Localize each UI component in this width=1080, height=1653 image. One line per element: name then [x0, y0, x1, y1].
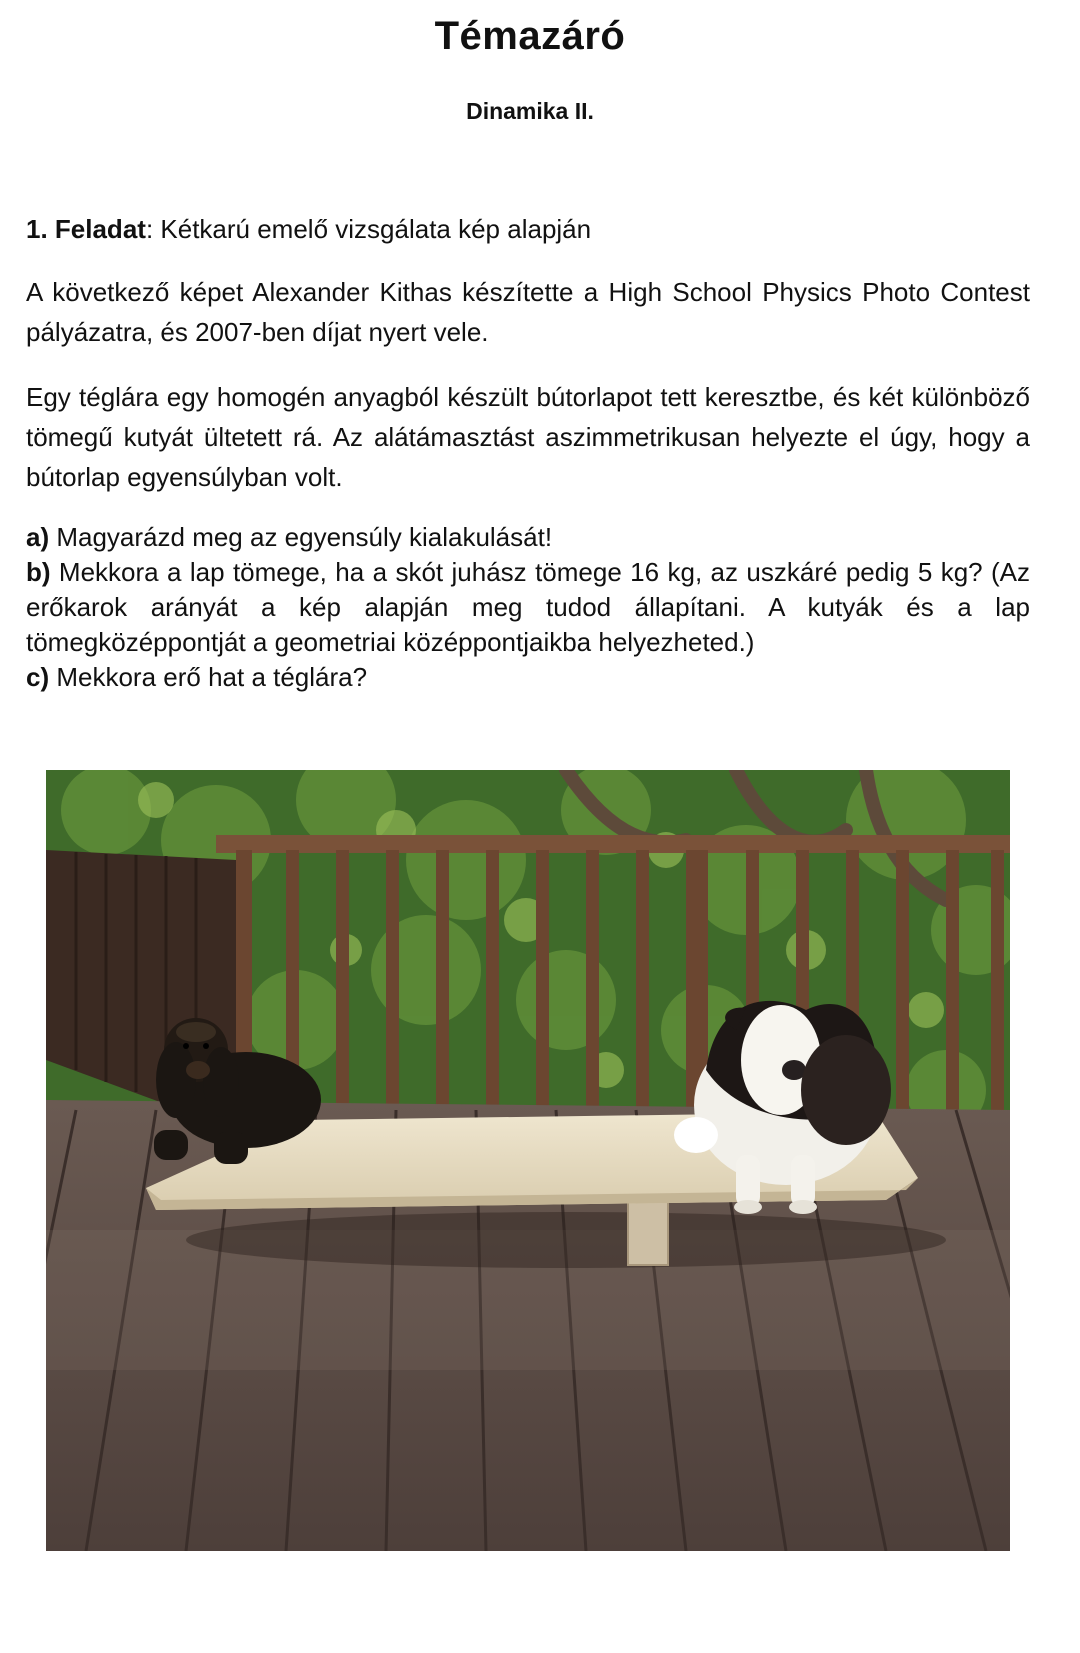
setup-paragraph: Egy téglára egy homogén anyagból készült bútorlapot tett keresztbe, és két különböző tömegű kutyát ültetett rá. Az alátámasztást aszimmetrikusan helyezte el úgy, hogy a bútorlap egyensúlyban volt. — [26, 382, 1030, 492]
question-c-label: c) — [26, 662, 50, 692]
question-b — [26, 555, 1030, 660]
page-title: Témazáró — [434, 14, 626, 58]
question-a-text: Magyarázd meg az egyensúly kialakulását! — [49, 522, 553, 552]
intro-paragraph: A következő képet Alexander Kithas készítette a High School Physics Photo Contest pályázatra, és 2007-ben díjat nyert vele. — [26, 277, 1030, 347]
task-number-label: 1. Feladat — [26, 214, 146, 244]
page-subtitle: Dinamika II. — [466, 98, 594, 124]
task-heading — [26, 214, 591, 245]
question-b-label: b) — [26, 557, 51, 587]
question-c-text: Mekkora erő hat a téglára? — [49, 662, 368, 692]
question-a — [26, 520, 1030, 555]
question-c — [26, 660, 1030, 695]
railing-top-rail — [216, 835, 1010, 853]
task-heading-colon: : — [145, 214, 154, 244]
photo-dogs-on-board — [46, 770, 1010, 1551]
plank-shadow — [186, 1212, 946, 1268]
task-title: Kétkarú emelő vizsgálata kép alapján — [153, 214, 592, 244]
question-a-label: a) — [26, 522, 50, 552]
question-b-text: Mekkora a lap tömege, ha a skót juhász tömege 16 kg, az uszkáré pedig 5 kg? (Az erőkarok arányát a kép alapján meg tudod állapítani. A kutyák és a lap tömegközéppontját a geometriai középpontjaikba helyezheted.) — [26, 557, 1030, 657]
question-list — [26, 520, 1030, 695]
